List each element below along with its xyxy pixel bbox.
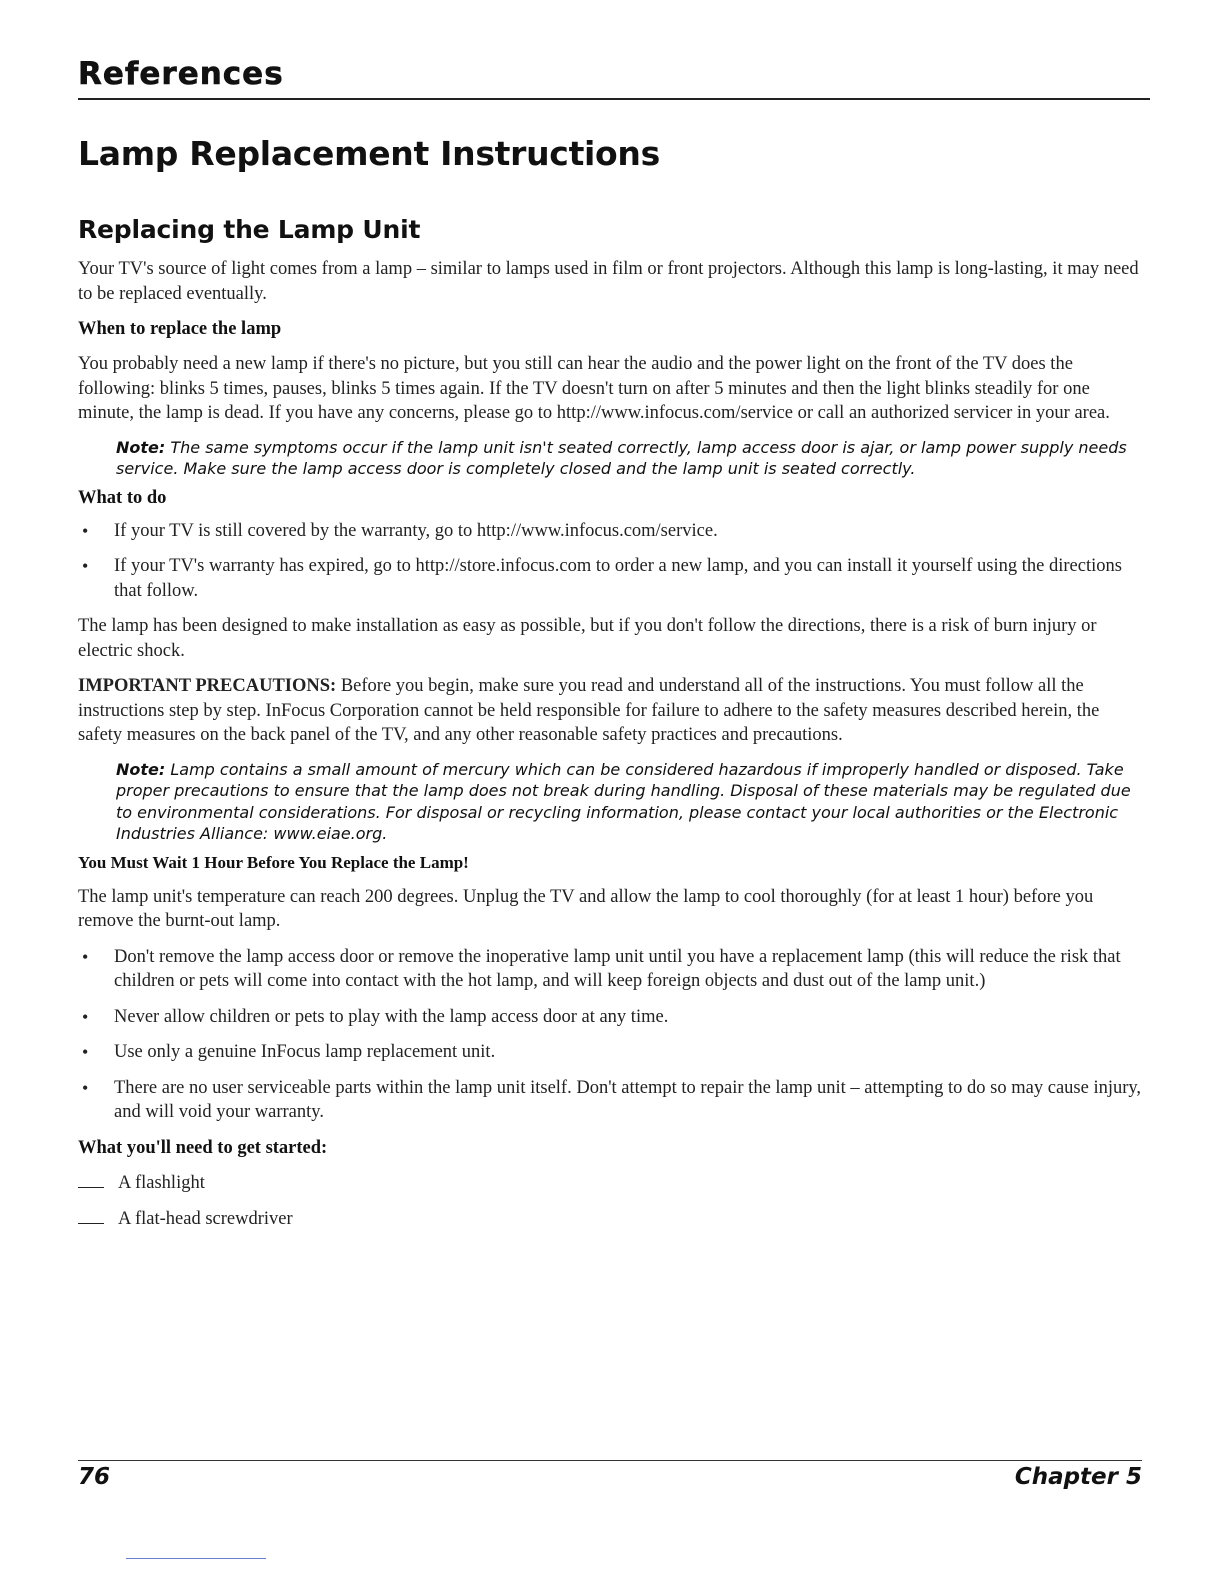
note-seating xyxy=(116,437,1146,480)
need-heading: What you'll need to get started: xyxy=(78,1137,328,1158)
list-item-text: Don't remove the lamp access door or remove the inoperative lamp unit until you have a replacement lamp (this will reduce the risk that children or pets will come into contact with the hot lamp, and will keep foreign objects and dust out of the lamp unit.) xyxy=(114,946,1121,991)
when-paragraph: You probably need a new lamp if there's no picture, but you still can hear the audio and the power light on the front of the TV does the following: blinks 5 times, pauses, blinks 5 times again. If the TV doesn't turn on after 5 minutes and then the light blinks steadily for one minute, the lamp is dead. If you have any concerns, please go to http://www.infocus.com/service or call an authorized servicer in your area. xyxy=(78,354,1110,423)
what-heading: What to do xyxy=(78,487,167,508)
list-item xyxy=(78,554,1146,603)
scan-artifact-line xyxy=(126,1558,266,1559)
section-header: References xyxy=(78,56,284,92)
page-title: Lamp Replacement Instructions xyxy=(78,134,660,173)
checklist-item-text: A flat-head screwdriver xyxy=(118,1209,293,1229)
chapter-label: Chapter 5 xyxy=(1014,1464,1142,1490)
precautions-text: Before you begin, make sure you read and understand all of the instructions. You must follow all the instructions step by step. InFocus Corporation cannot be held responsible for failure to adhere to the safety measures described herein, the safety measures on the back panel of the TV, and any other reasonable safety practices and precautions. xyxy=(78,676,1100,745)
list-item xyxy=(78,945,1146,994)
bullet-icon: • xyxy=(82,520,89,541)
note-text: Lamp contains a small amount of mercury which can be considered hazardous if improperly handled or disposed. Take proper precautions to ensure that the lamp does not break during handling. Disposal of these materials may be regulated due to environmental considerations. For disposal or recycling information, please contact your local authorities or the Electronic Industries Alliance: www.eiae.org. xyxy=(116,759,1131,843)
list-item-text: If your TV's warranty has expired, go to http://store.infocus.com to order a new lamp, and you can install it yourself using the directions that follow. xyxy=(114,556,1122,601)
list-item-text: Use only a genuine InFocus lamp replacement unit. xyxy=(114,1042,496,1062)
precautions-label: IMPORTANT PRECAUTIONS: xyxy=(78,676,337,696)
list-item xyxy=(78,1040,1146,1065)
checklist-item xyxy=(78,1171,1146,1196)
footer-rule xyxy=(78,1460,1142,1461)
what-list xyxy=(78,519,1146,604)
checkbox-blank xyxy=(78,1223,104,1224)
wait-list xyxy=(78,945,1146,1125)
page-number: 76 xyxy=(78,1464,111,1490)
note-label: Note: xyxy=(116,437,166,457)
bullet-icon: • xyxy=(82,1006,89,1027)
list-item-text: If your TV is still covered by the warranty, go to http://www.infocus.com/service. xyxy=(114,520,718,541)
list-item-text: Never allow children or pets to play with the lamp access door at any time. xyxy=(114,1006,669,1027)
list-item-text: There are no user serviceable parts within the lamp unit itself. Don't attempt to repair the lamp unit – attempting to do so may cause injury, and will void your warranty. xyxy=(114,1077,1142,1122)
wait-heading: You Must Wait 1 Hour Before You Replace the Lamp! xyxy=(78,852,469,872)
main-content xyxy=(78,257,1146,1244)
bullet-icon: • xyxy=(82,946,89,967)
checklist-item xyxy=(78,1207,1146,1232)
bullet-icon: • xyxy=(82,1077,89,1098)
intro-paragraph: Your TV's source of light comes from a lamp – similar to lamps used in film or front projectors. Although this lamp is long-lasting, it may need to be replaced eventually. xyxy=(78,259,1139,304)
note-label: Note: xyxy=(116,759,166,779)
bullet-icon: • xyxy=(82,556,89,576)
bullet-icon: • xyxy=(82,1042,89,1062)
note-mercury xyxy=(116,759,1146,845)
when-heading: When to replace the lamp xyxy=(78,319,282,339)
design-paragraph: The lamp has been designed to make installation as easy as possible, but if you don't follow the directions, there is a risk of burn injury or electric shock. xyxy=(78,616,1097,661)
list-item xyxy=(78,1005,1146,1030)
wait-paragraph: The lamp unit's temperature can reach 200 degrees. Unplug the TV and allow the lamp to cool thoroughly (for at least 1 hour) before you remove the burnt-out lamp. xyxy=(78,886,1094,931)
checkbox-blank xyxy=(78,1187,104,1188)
header-rule xyxy=(78,98,1150,100)
note-text: The same symptoms occur if the lamp unit isn't seated correctly, lamp access door is ajar, or lamp power supply needs service. Make sure the lamp access door is completely closed and the lamp unit is seated correctly. xyxy=(116,437,1127,478)
list-item xyxy=(78,1076,1146,1125)
list-item xyxy=(78,519,1146,544)
precautions-paragraph xyxy=(78,674,1146,748)
checklist-item-text: A flashlight xyxy=(118,1172,205,1193)
section-title: Replacing the Lamp Unit xyxy=(78,215,421,244)
